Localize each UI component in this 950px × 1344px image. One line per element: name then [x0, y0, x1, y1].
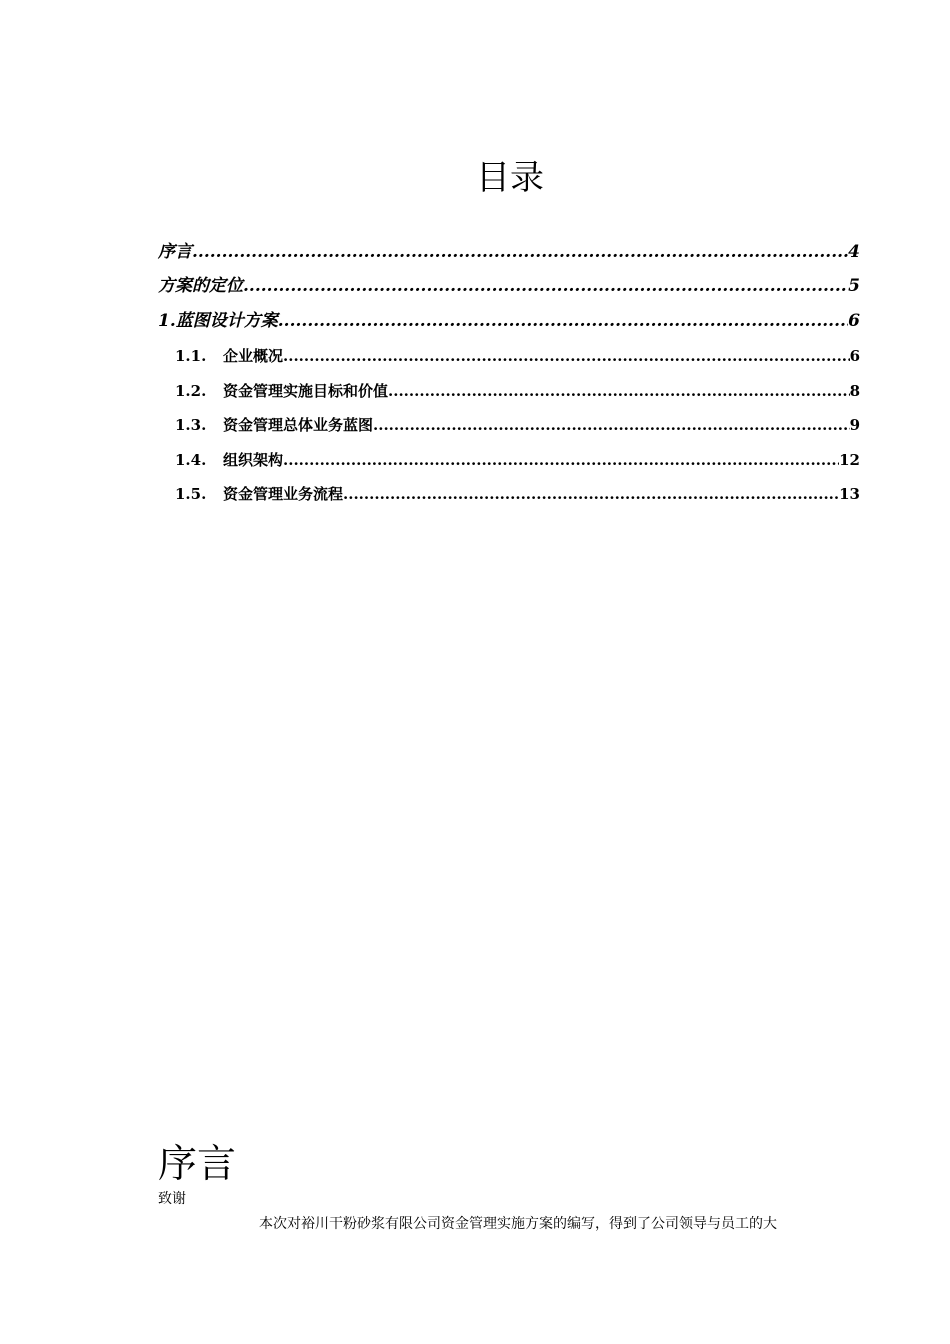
toc-entry-label: 1.蓝图设计方案: [158, 310, 278, 331]
toc-dot-leader: [343, 487, 839, 502]
toc-dot-leader: [283, 453, 839, 468]
toc-title: 目录: [476, 158, 544, 198]
toc-entry-number: 1.5.: [175, 485, 207, 503]
toc-dot-leader: [192, 244, 848, 261]
toc-entry-number: 1.1.: [175, 347, 207, 365]
toc-entry-positioning[interactable]: [158, 266, 860, 301]
toc-entry-goals-value[interactable]: [158, 369, 860, 404]
toc-entry-page: 6: [848, 310, 860, 331]
toc-entry-page: 9: [849, 416, 860, 434]
toc-entry-label: 资金管理实施目标和价值: [223, 381, 389, 400]
preface-paragraph: 本次对裕川干粉砂浆有限公司资金管理实施方案的编写，得到了公司领导与员工的大: [259, 1216, 777, 1232]
toc-dot-leader: [278, 313, 848, 330]
toc-entry-page: 6: [849, 347, 860, 365]
toc-entry-label: 资金管理业务流程: [223, 485, 344, 503]
toc-entry-page: 5: [848, 276, 860, 296]
toc-entry-page: 12: [839, 450, 860, 469]
toc-entry-blueprint[interactable]: [158, 300, 860, 335]
toc-entry-label: 资金管理总体业务蓝图: [223, 416, 374, 434]
toc-dot-leader: [373, 418, 850, 433]
toc-dot-leader: [388, 384, 850, 399]
table-of-contents: [158, 231, 860, 507]
toc-dot-leader: [283, 349, 850, 364]
toc-entry-business-blueprint[interactable]: [158, 404, 860, 439]
toc-entry-page: 13: [839, 485, 860, 503]
toc-entry-org-structure[interactable]: [158, 438, 860, 473]
toc-entry-number: 1.4.: [175, 450, 207, 469]
toc-entry-page: 4: [848, 241, 860, 262]
toc-entry-number: 1.2.: [175, 381, 207, 400]
preface-heading: 序言: [158, 1142, 237, 1187]
toc-entry-page: 8: [849, 381, 860, 400]
toc-entry-business-process[interactable]: [158, 473, 860, 508]
toc-entry-label: 序言: [158, 241, 192, 262]
toc-entry-label: 方案的定位: [158, 276, 243, 296]
toc-entry-company-overview[interactable]: [158, 335, 860, 370]
toc-entry-preface[interactable]: [158, 231, 860, 266]
toc-entry-label: 企业概况: [223, 347, 284, 365]
toc-entry-number: 1.3.: [175, 416, 207, 434]
thanks-label: 致谢: [158, 1191, 186, 1207]
toc-entry-label: 组织架构: [223, 450, 284, 469]
toc-dot-leader: [243, 278, 848, 295]
